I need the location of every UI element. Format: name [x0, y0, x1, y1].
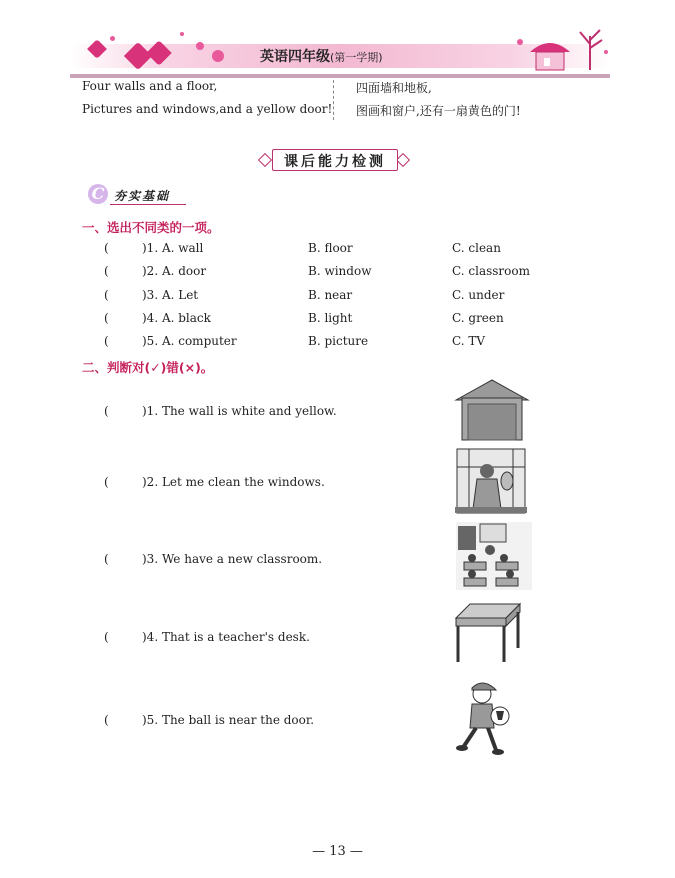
tag-underline — [110, 204, 186, 205]
part2-heading: 二、判断对(✓)错(×)。 — [82, 360, 214, 375]
diamond-icon — [258, 153, 272, 167]
statement: )2. Let me clean the windows. — [142, 475, 325, 489]
answer-blank[interactable]: ( — [104, 241, 109, 255]
statement: )4. That is a teacher's desk. — [142, 630, 310, 644]
answer-blank[interactable]: ( — [104, 404, 109, 418]
option-a: )3. A. Let — [142, 288, 199, 302]
option-c: C. under — [452, 288, 505, 302]
option-b: B. near — [308, 288, 353, 302]
answer-blank[interactable]: ( — [104, 475, 109, 489]
poem-en-line-2: Pictures and windows,and a yellow door! — [82, 102, 333, 116]
option-c: C. classroom — [452, 264, 530, 278]
statement: )1. The wall is white and yellow. — [142, 404, 337, 418]
option-a: )5. A. computer — [142, 334, 237, 348]
answer-blank[interactable]: ( — [104, 334, 109, 348]
section-title: 课后能力检测 — [284, 154, 386, 170]
poem-zh-line-1: 四面墙和地板, — [356, 81, 432, 95]
tag-label: 夯实基础 — [114, 189, 171, 203]
boy-with-ball-picture — [452, 680, 522, 758]
option-a: )1. A. wall — [142, 241, 204, 255]
poem-en-line-1: Four walls and a floor, — [82, 79, 218, 93]
section-banner — [258, 147, 410, 173]
sparkle-icon — [212, 50, 224, 62]
poem-zh-line-2: 图画和窗户,还有一扇黄色的门! — [356, 104, 521, 118]
diamond-icon — [396, 153, 410, 167]
option-c: C. TV — [452, 334, 486, 348]
option-c: C. green — [452, 311, 504, 325]
answer-blank[interactable]: ( — [104, 288, 109, 302]
option-b: B. window — [308, 264, 372, 278]
page-header — [70, 22, 610, 82]
sparkle-icon — [196, 42, 204, 50]
option-c: C. clean — [452, 241, 501, 255]
statement: )5. The ball is near the door. — [142, 713, 315, 727]
answer-blank[interactable]: ( — [104, 311, 109, 325]
answer-blank[interactable]: ( — [104, 264, 109, 278]
part1-heading: 一、选出不同类的一项。 — [82, 220, 220, 235]
teacher-desk-picture — [450, 600, 526, 664]
header-title: 英语四年级(第一学期) — [260, 49, 383, 65]
sparkle-icon — [180, 32, 184, 36]
house-tree-icon — [510, 22, 610, 74]
practice-tag — [88, 184, 188, 210]
header-rule — [70, 74, 610, 78]
classroom-picture — [454, 520, 534, 592]
answer-blank[interactable]: ( — [104, 552, 109, 566]
option-a: )2. A. door — [142, 264, 207, 278]
tag-letter-icon: C — [88, 184, 108, 204]
page-number: — 13 — — [312, 844, 363, 859]
answer-blank[interactable]: ( — [104, 713, 109, 727]
poem-divider — [333, 80, 334, 120]
option-b: B. picture — [308, 334, 369, 348]
option-b: B. floor — [308, 241, 353, 255]
statement: )3. We have a new classroom. — [142, 552, 323, 566]
sparkle-icon — [110, 36, 115, 41]
house-picture — [452, 376, 532, 444]
girl-cleaning-window-picture — [455, 447, 527, 515]
option-b: B. light — [308, 311, 353, 325]
option-a: )4. A. black — [142, 311, 211, 325]
answer-blank[interactable]: ( — [104, 630, 109, 644]
